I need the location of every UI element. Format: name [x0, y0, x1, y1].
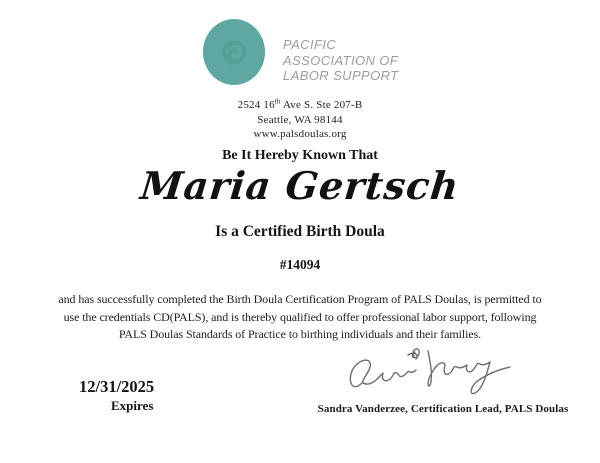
certificate-body-line-1: and has successfully completed the Birth Doula Certification Program of PALS Doulas, is permitted to [58, 292, 542, 306]
address-street-rest: Ave S. Ste 207-B [280, 99, 363, 111]
certificate-number: #14094 [279, 257, 321, 272]
certificate-body-line-2: use the credentials CD(PALS), and is thereby qualified to offer professional labor support, following [63, 309, 537, 324]
signature-handwriting-icon [346, 339, 518, 397]
org-address [0, 98, 600, 142]
org-name-line-2: ASSOCIATION OF [283, 52, 399, 68]
org-name-line-1: PACIFIC [283, 37, 337, 52]
expiry-label: Expires [111, 398, 154, 413]
recipient-name: Maria Gertsch [138, 163, 462, 208]
address-street [0, 98, 600, 113]
certificate-body-line-3: PALS Doulas Standards of Practice to birthing individuals and their families. [118, 327, 482, 341]
certificate-heading: Be It Hereby Known That [222, 148, 378, 163]
address-street-number: 2524 16 [237, 99, 275, 111]
pals-spiral-logo-icon [202, 18, 266, 86]
certificate-subtitle: Is a Certified Birth Doula [215, 223, 385, 240]
org-name [283, 37, 399, 84]
org-website: www.palsdoulas.org [253, 128, 347, 140]
address-city: Seattle, WA 98144 [257, 113, 343, 126]
address-street-superscript: th [274, 97, 281, 106]
certificate-body [0, 291, 600, 344]
org-name-line-3: LABOR SUPPORT [283, 68, 399, 83]
signature-title-line: Sandra Vanderzee, Certification Lead, PALS Doulas [317, 403, 569, 415]
expiry-date: 12/31/2025 [79, 377, 155, 396]
